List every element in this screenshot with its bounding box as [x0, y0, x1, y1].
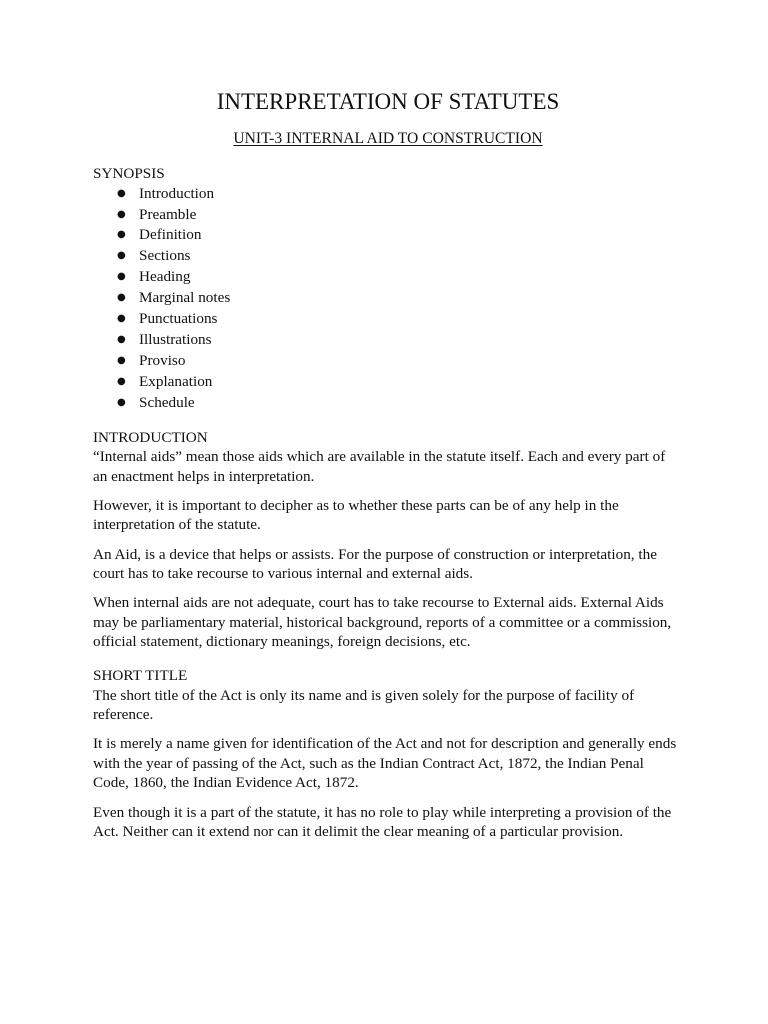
bullet-icon: ● [117, 375, 126, 387]
bullet-icon: ● [117, 208, 126, 220]
bullet-icon: ● [117, 292, 126, 304]
synopsis-item-label: Explanation [139, 372, 213, 390]
synopsis-item-label: Schedule [139, 393, 195, 411]
synopsis-heading: SYNOPSIS [93, 165, 165, 182]
bullet-icon: ● [117, 229, 126, 241]
synopsis-item [117, 205, 683, 226]
introduction-section [93, 428, 683, 652]
short-title-paragraph: Even though it is a part of the statute, it has no role to play while interpreting a provision of the Act. Neither can it extend nor can it delimit the clear meaning of a particular provision. [93, 803, 672, 841]
bullet-icon: ● [117, 187, 126, 199]
synopsis-item-label: Proviso [139, 351, 186, 369]
synopsis-item [117, 309, 683, 330]
synopsis-item [117, 351, 683, 372]
document-title: INTERPRETATION OF STATUTES [216, 89, 560, 114]
short-title-heading: SHORT TITLE [93, 667, 188, 684]
synopsis-item-label: Heading [139, 268, 191, 286]
bullet-icon: ● [117, 396, 126, 408]
short-title-paragraph: The short title of the Act is only its name and is given solely for the purpose of facility of reference. [93, 686, 635, 724]
synopsis-list [93, 184, 683, 414]
short-title-section [93, 666, 683, 842]
introduction-paragraph: An Aid, is a device that helps or assists. For the purpose of construction or interpretation, the court has to take recourse to various internal and external aids. [93, 545, 657, 583]
synopsis-item-label: Preamble [139, 205, 197, 223]
synopsis-item [117, 184, 683, 205]
synopsis-item [117, 225, 683, 246]
introduction-heading: INTRODUCTION [93, 428, 208, 446]
synopsis-item-label: Illustrations [139, 330, 212, 348]
bullet-icon: ● [117, 333, 126, 345]
document-subtitle [93, 129, 683, 149]
synopsis-item-label: Sections [139, 247, 191, 265]
synopsis-item-label: Marginal notes [139, 289, 231, 307]
synopsis-item [117, 330, 683, 351]
synopsis-item [117, 267, 683, 288]
short-title-paragraph: It is merely a name given for identification of the Act and not for description and generally ends with the year of passing of the Act, such as the Indian Contract Act, 1872, the Indian Penal Code, 1860, the Indian Evidence Act, 1872. [93, 735, 677, 792]
bullet-icon: ● [117, 271, 126, 283]
bullet-icon: ● [117, 354, 126, 366]
bullet-icon: ● [117, 313, 126, 325]
bullet-icon: ● [117, 250, 126, 262]
synopsis-item-label: Punctuations [139, 310, 218, 328]
synopsis-item [117, 246, 683, 267]
synopsis-item-label: Definition [139, 226, 202, 244]
document-subtitle-text: UNIT-3 INTERNAL AID TO CONSTRUCTION [233, 130, 543, 147]
introduction-paragraph: “Internal aids” mean those aids which are available in the statute itself. Each and every part of an enactment helps in interpretation. [93, 448, 666, 485]
synopsis-item [117, 393, 683, 414]
introduction-paragraph: However, it is important to decipher as to whether these parts can be of any help in the interpretation of the statute. [93, 496, 619, 534]
synopsis-item [117, 288, 683, 309]
document-page [93, 88, 683, 842]
synopsis-item [117, 372, 683, 393]
introduction-paragraph: When internal aids are not adequate, court has to take recourse to External aids. External Aids may be parliamentary material, historical background, reports of a committee or a commission, official statement, dictionary meanings, foreign decisions, etc. [93, 594, 672, 651]
synopsis-item-label: Introduction [139, 184, 215, 202]
